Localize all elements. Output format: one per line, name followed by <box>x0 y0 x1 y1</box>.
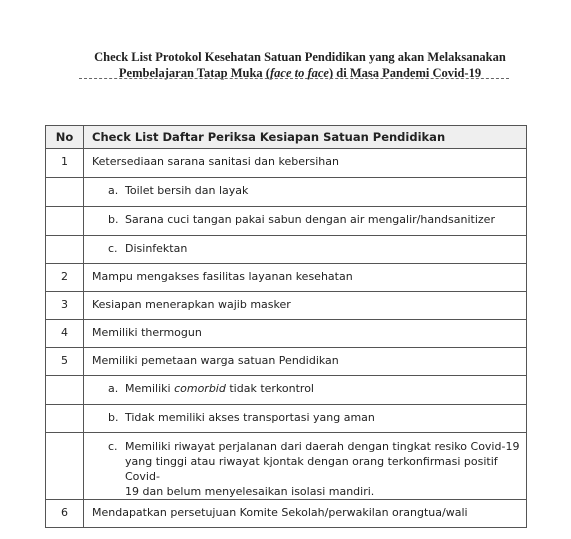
row-text: a. Memiliki comorbid tidak terkontrol <box>84 376 527 405</box>
row-number: 6 <box>46 500 84 528</box>
table-row <box>46 264 527 292</box>
row-number: 2 <box>46 264 84 292</box>
row-number <box>46 433 84 500</box>
document-title <box>40 49 560 81</box>
row-number <box>46 236 84 264</box>
table-row <box>46 149 527 178</box>
dashed-divider <box>79 78 509 79</box>
row-number <box>46 207 84 236</box>
table-row <box>46 178 527 207</box>
table-row <box>46 433 527 500</box>
table-row <box>46 348 527 376</box>
row-number: 1 <box>46 149 84 178</box>
row-text: a. Toilet bersih dan layak <box>84 178 527 207</box>
table-row <box>46 320 527 348</box>
row-number: 3 <box>46 292 84 320</box>
row-number <box>46 405 84 433</box>
row-text: Kesiapan menerapkan wajib masker <box>84 292 527 320</box>
table-row <box>46 292 527 320</box>
row-text: Mendapatkan persetujuan Komite Sekolah/perwakilan orangtua/wali <box>84 500 527 528</box>
table-row <box>46 405 527 433</box>
title-line-2-start: Pembelajaran Tatap Muka ( <box>118 66 270 80</box>
row-text: b. Sarana cuci tangan pakai sabun dengan air mengalir/handsanitizer <box>84 207 527 236</box>
row-number: 4 <box>46 320 84 348</box>
title-line-2-italic: face to face <box>269 66 329 80</box>
row-number <box>46 376 84 405</box>
row-text: Mampu mengakses fasilitas layanan kesehatan <box>84 264 527 292</box>
row-text: Ketersediaan sarana sanitasi dan kebersihan <box>84 149 527 178</box>
row-text: Memiliki thermogun <box>84 320 527 348</box>
header-no: No <box>46 126 84 149</box>
table-row <box>46 376 527 405</box>
row-text: Memiliki pemetaan warga satuan Pendidikan <box>84 348 527 376</box>
table-row <box>46 500 527 528</box>
title-line-1: Check List Protokol Kesehatan Satuan Pendidikan yang akan Melaksanakan <box>94 50 506 64</box>
row-number <box>46 178 84 207</box>
table-header-row <box>46 126 527 149</box>
title-line-2-end: ) di Masa Pandemi Covid-19 <box>328 66 482 80</box>
row-text: c. Disinfektan <box>84 236 527 264</box>
row-number: 5 <box>46 348 84 376</box>
table-row <box>46 236 527 264</box>
table-row <box>46 207 527 236</box>
checklist-table <box>45 125 527 528</box>
row-text: c. Memiliki riwayat perjalanan dari daerah dengan tingkat resiko Covid-19 yang tinggi atau riwayat kjontak dengan orang terkonfirmasi positif Covid- 19 dan belum menyelesaikan isolasi mandiri. <box>84 433 527 500</box>
header-item: Check List Daftar Periksa Kesiapan Satuan Pendidikan <box>84 126 527 149</box>
row-text: b. Tidak memiliki akses transportasi yang aman <box>84 405 527 433</box>
